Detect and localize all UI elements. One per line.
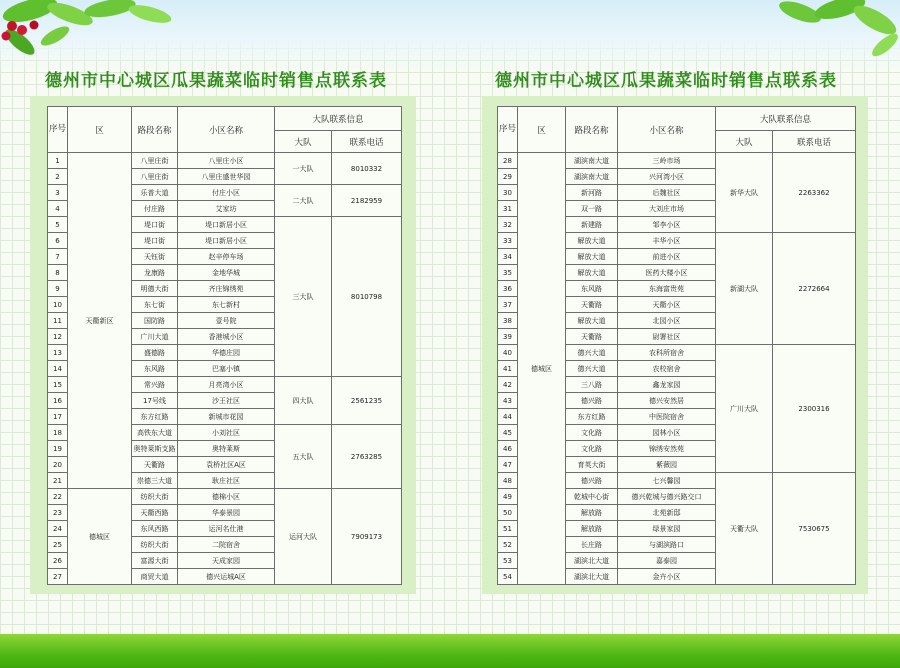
brigade-cell: 广川大队 <box>716 345 773 473</box>
row-seq: 24 <box>48 521 68 537</box>
road-cell: 东方红路 <box>566 409 618 425</box>
community-cell: 华泰景园 <box>178 505 275 521</box>
road-cell: 崇德三大道 <box>132 473 178 489</box>
community-cell: 小刘社区 <box>178 425 275 441</box>
community-cell: 运河名仕港 <box>178 521 275 537</box>
road-cell: 文化路 <box>566 441 618 457</box>
community-cell: 金卉小区 <box>618 569 716 585</box>
row-seq: 41 <box>498 361 518 377</box>
road-cell: 三八路 <box>566 377 618 393</box>
road-cell: 富源大街 <box>132 553 178 569</box>
community-cell: 园林小区 <box>618 425 716 441</box>
community-cell: 华德庄园 <box>178 345 275 361</box>
header-district: 区 <box>518 107 566 153</box>
table-row <box>498 153 856 169</box>
phone-cell: 8010332 <box>332 153 402 185</box>
community-cell: 堤口新居小区 <box>178 217 275 233</box>
phone-cell: 7530675 <box>773 473 856 585</box>
road-cell: 育英大街 <box>566 457 618 473</box>
table-row <box>48 489 402 505</box>
road-cell: 湖滨北大道 <box>566 553 618 569</box>
community-cell: 丰华小区 <box>618 233 716 249</box>
phone-cell: 2561235 <box>332 377 402 425</box>
brigade-cell: 运河大队 <box>275 489 332 585</box>
community-cell: 天衢小区 <box>618 297 716 313</box>
community-cell: 耿庄社区 <box>178 473 275 489</box>
header-district: 区 <box>68 107 132 153</box>
road-cell: 长庄路 <box>566 537 618 553</box>
road-cell: 解放路 <box>566 521 618 537</box>
contact-table-right <box>497 106 856 585</box>
community-cell: 二院宿舍 <box>178 537 275 553</box>
community-cell: 兴河湾小区 <box>618 169 716 185</box>
row-seq: 27 <box>48 569 68 585</box>
row-seq: 20 <box>48 457 68 473</box>
row-seq: 19 <box>48 441 68 457</box>
road-cell: 纺织大街 <box>132 489 178 505</box>
road-cell: 堤口街 <box>132 233 178 249</box>
row-seq: 23 <box>48 505 68 521</box>
road-cell: 德兴路 <box>566 473 618 489</box>
row-seq: 5 <box>48 217 68 233</box>
row-seq: 44 <box>498 409 518 425</box>
community-cell: 巴塞小镇 <box>178 361 275 377</box>
row-seq: 53 <box>498 553 518 569</box>
row-seq: 26 <box>48 553 68 569</box>
brigade-cell: 三大队 <box>275 217 332 377</box>
community-cell: 后魏社区 <box>618 185 716 201</box>
road-cell: 天钰街 <box>132 249 178 265</box>
community-cell: 奥特莱斯 <box>178 441 275 457</box>
road-cell: 天衢路 <box>566 297 618 313</box>
community-cell: 紫薇园 <box>618 457 716 473</box>
road-cell: 国防路 <box>132 313 178 329</box>
road-cell: 文化路 <box>566 425 618 441</box>
community-cell: 德兴乾城与德兴路交口 <box>618 489 716 505</box>
road-cell: 八里庄街 <box>132 169 178 185</box>
row-seq: 33 <box>498 233 518 249</box>
community-cell: 月亮湾小区 <box>178 377 275 393</box>
row-seq: 49 <box>498 489 518 505</box>
header-phone: 联系电话 <box>332 131 402 153</box>
row-seq: 43 <box>498 393 518 409</box>
table-row <box>48 153 402 169</box>
table-body-left <box>48 153 402 585</box>
community-cell: 德兴安然居 <box>618 393 716 409</box>
row-seq: 2 <box>48 169 68 185</box>
row-seq: 17 <box>48 409 68 425</box>
row-seq: 29 <box>498 169 518 185</box>
row-seq: 25 <box>48 537 68 553</box>
row-seq: 8 <box>48 265 68 281</box>
contact-table-left <box>47 106 402 585</box>
brigade-cell: 新华大队 <box>716 153 773 233</box>
row-seq: 12 <box>48 329 68 345</box>
road-cell: 天衢路 <box>132 457 178 473</box>
community-cell: 金地华城 <box>178 265 275 281</box>
road-cell: 德兴大道 <box>566 361 618 377</box>
leaves-decoration <box>760 0 900 70</box>
row-seq: 16 <box>48 393 68 409</box>
phone-cell: 2182959 <box>332 185 402 217</box>
road-cell: 高铁东大道 <box>132 425 178 441</box>
brigade-cell: 五大队 <box>275 425 332 489</box>
community-cell: 大刘庄市场 <box>618 201 716 217</box>
table-body-right <box>498 153 856 585</box>
road-cell: 湖滨南大道 <box>566 153 618 169</box>
brigade-cell: 四大队 <box>275 377 332 425</box>
phone-cell: 2272664 <box>773 233 856 345</box>
row-seq: 3 <box>48 185 68 201</box>
header-seq: 序号 <box>498 107 518 153</box>
road-cell: 纺织大街 <box>132 537 178 553</box>
row-seq: 38 <box>498 313 518 329</box>
footer-band <box>0 634 900 668</box>
community-cell: 袁桥社区A区 <box>178 457 275 473</box>
road-cell: 解放大道 <box>566 313 618 329</box>
phone-cell: 2263362 <box>773 153 856 233</box>
row-seq: 13 <box>48 345 68 361</box>
district-cell: 德城区 <box>518 153 566 585</box>
community-cell: 付庄小区 <box>178 185 275 201</box>
row-seq: 34 <box>498 249 518 265</box>
row-seq: 14 <box>48 361 68 377</box>
header-road: 路段名称 <box>566 107 618 153</box>
row-seq: 6 <box>48 233 68 249</box>
community-cell: 德兴运城A区 <box>178 569 275 585</box>
phone-cell: 2300316 <box>773 345 856 473</box>
road-cell: 东方红路 <box>132 409 178 425</box>
header-brigade: 大队 <box>275 131 332 153</box>
community-cell: 齐庄锦绣苑 <box>178 281 275 297</box>
road-cell: 17号线 <box>132 393 178 409</box>
row-seq: 50 <box>498 505 518 521</box>
row-seq: 10 <box>48 297 68 313</box>
road-cell: 新建路 <box>566 217 618 233</box>
community-cell: 香港城小区 <box>178 329 275 345</box>
community-cell: 中医院宿舍 <box>618 409 716 425</box>
road-cell: 天衢路 <box>566 329 618 345</box>
community-cell: 德棉小区 <box>178 489 275 505</box>
community-cell: 与湖滨路口 <box>618 537 716 553</box>
row-seq: 1 <box>48 153 68 169</box>
road-cell: 乾城中心街 <box>566 489 618 505</box>
row-seq: 30 <box>498 185 518 201</box>
community-cell: 七兴馨园 <box>618 473 716 489</box>
header-community: 小区名称 <box>178 107 275 153</box>
row-seq: 18 <box>48 425 68 441</box>
road-cell: 解放大道 <box>566 265 618 281</box>
community-cell: 绿景家园 <box>618 521 716 537</box>
phone-cell: 8010798 <box>332 217 402 377</box>
header-road: 路段名称 <box>132 107 178 153</box>
road-cell: 德兴大道 <box>566 345 618 361</box>
header-community: 小区名称 <box>618 107 716 153</box>
community-cell: 前进小区 <box>618 249 716 265</box>
community-cell: 东海富贵苑 <box>618 281 716 297</box>
row-seq: 46 <box>498 441 518 457</box>
community-cell: 锦绣安然苑 <box>618 441 716 457</box>
district-cell: 天衢新区 <box>68 153 132 489</box>
road-cell: 解放路 <box>566 505 618 521</box>
row-seq: 48 <box>498 473 518 489</box>
community-cell: 嘉泰园 <box>618 553 716 569</box>
row-seq: 32 <box>498 217 518 233</box>
road-cell: 湖滨北大道 <box>566 569 618 585</box>
row-seq: 54 <box>498 569 518 585</box>
road-cell: 东七街 <box>132 297 178 313</box>
community-cell: 东七新村 <box>178 297 275 313</box>
community-cell: 八里庄小区 <box>178 153 275 169</box>
brigade-cell: 一大队 <box>275 153 332 185</box>
road-cell: 常兴路 <box>132 377 178 393</box>
road-cell: 新河路 <box>566 185 618 201</box>
row-seq: 36 <box>498 281 518 297</box>
row-seq: 11 <box>48 313 68 329</box>
row-seq: 47 <box>498 457 518 473</box>
row-seq: 37 <box>498 297 518 313</box>
road-cell: 付庄路 <box>132 201 178 217</box>
community-cell: 八里庄盛世华园 <box>178 169 275 185</box>
row-seq: 4 <box>48 201 68 217</box>
community-cell: 堤口新居小区 <box>178 233 275 249</box>
community-cell: 艾家坊 <box>178 201 275 217</box>
community-cell: 邹李小区 <box>618 217 716 233</box>
road-cell: 解放大道 <box>566 233 618 249</box>
road-cell: 双一路 <box>566 201 618 217</box>
community-cell: 鑫龙家园 <box>618 377 716 393</box>
row-seq: 9 <box>48 281 68 297</box>
row-seq: 35 <box>498 265 518 281</box>
row-seq: 45 <box>498 425 518 441</box>
community-cell: 农科所宿舍 <box>618 345 716 361</box>
row-seq: 42 <box>498 377 518 393</box>
phone-cell: 7909173 <box>332 489 402 585</box>
row-seq: 52 <box>498 537 518 553</box>
community-cell: 医药大楼小区 <box>618 265 716 281</box>
road-cell: 八里庄街 <box>132 153 178 169</box>
road-cell: 广川大道 <box>132 329 178 345</box>
community-cell: 北园小区 <box>618 313 716 329</box>
road-cell: 乐普大道 <box>132 185 178 201</box>
road-cell: 东风路 <box>566 281 618 297</box>
brigade-cell: 二大队 <box>275 185 332 217</box>
row-seq: 28 <box>498 153 518 169</box>
community-cell: 壹号院 <box>178 313 275 329</box>
brigade-cell: 新湖大队 <box>716 233 773 345</box>
community-cell: 赵辛停车场 <box>178 249 275 265</box>
district-cell: 德城区 <box>68 489 132 585</box>
road-cell: 天衢西路 <box>132 505 178 521</box>
road-cell: 商贸大道 <box>132 569 178 585</box>
road-cell: 东风路 <box>132 361 178 377</box>
road-cell: 明德大街 <box>132 281 178 297</box>
community-cell: 沙王社区 <box>178 393 275 409</box>
row-seq: 22 <box>48 489 68 505</box>
community-cell: 尉署社区 <box>618 329 716 345</box>
header-brigade: 大队 <box>716 131 773 153</box>
row-seq: 40 <box>498 345 518 361</box>
phone-cell: 2763285 <box>332 425 402 489</box>
road-cell: 龙康路 <box>132 265 178 281</box>
community-cell: 三岭市场 <box>618 153 716 169</box>
header-seq: 序号 <box>48 107 68 153</box>
road-cell: 湖滨南大道 <box>566 169 618 185</box>
page-title-left: 德州市中心城区瓜果蔬菜临时销售点联系表 <box>45 71 387 91</box>
road-cell: 解放大道 <box>566 249 618 265</box>
row-seq: 51 <box>498 521 518 537</box>
page-title-right: 德州市中心城区瓜果蔬菜临时销售点联系表 <box>495 71 837 91</box>
community-cell: 天成家园 <box>178 553 275 569</box>
header-phone: 联系电话 <box>773 131 856 153</box>
brigade-cell: 天衢大队 <box>716 473 773 585</box>
row-seq: 31 <box>498 201 518 217</box>
row-seq: 21 <box>48 473 68 489</box>
row-seq: 15 <box>48 377 68 393</box>
row-seq: 7 <box>48 249 68 265</box>
road-cell: 盛德路 <box>132 345 178 361</box>
community-cell: 新城市花园 <box>178 409 275 425</box>
road-cell: 东风西路 <box>132 521 178 537</box>
header-brigade-info: 大队联系信息 <box>275 107 402 131</box>
community-cell: 北苑新邸 <box>618 505 716 521</box>
community-cell: 农校宿舍 <box>618 361 716 377</box>
road-cell: 奥特莱斯支路 <box>132 441 178 457</box>
road-cell: 堤口街 <box>132 217 178 233</box>
row-seq: 39 <box>498 329 518 345</box>
road-cell: 德兴路 <box>566 393 618 409</box>
header-brigade-info: 大队联系信息 <box>716 107 856 131</box>
